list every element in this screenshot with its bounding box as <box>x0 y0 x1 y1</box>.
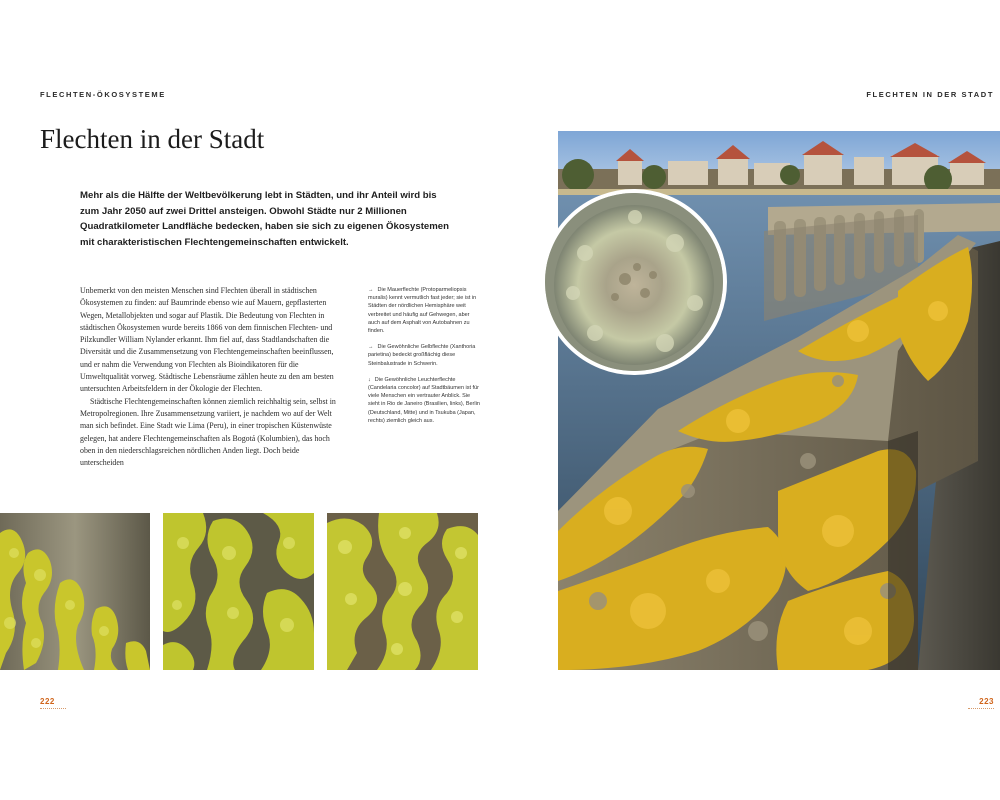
folio-dots-right <box>968 708 994 710</box>
lead-paragraph: Mehr als die Hälfte der Weltbevölkerung lebt in Städten, und ihr Anteil wird bis zum Jahr 2050 auf zwei Drittel ansteigen. Obwohl Städte nur 2 Millionen Quadratkilometer Landfläche bedecken, haben sie sich zu eigenen Ökosystemen mit charakteristischen Flechtengemeinschaften entwickelt. <box>80 190 449 248</box>
page-title: Flechten in der Stadt <box>40 124 265 154</box>
page-number-right: 223 <box>979 697 994 706</box>
body-text <box>80 285 342 469</box>
arrow-down-icon: ↓ <box>368 376 371 383</box>
caption-text: Die Gewöhnliche Gelbflechte (Xanthoria parietina) bedeckt großflächig diese Steinbalustrade in Schwerin. <box>368 344 476 367</box>
caption-text: Die Mauerflechte (Protoparmeliopsis muralis) kennt vermutlich fast jeder; sie ist in Städten der nördlichen Hemisphäre weit verbreitet und häufig auf Gehwegen, aber auch auf dem Asphalt von Autobahnen zu finden. <box>368 287 477 335</box>
caption-text: Die Gewöhnliche Leuchterflechte (Candelaria concolor) auf Stadtbäumen ist für viele Menschen ein vertrauter Anblick. Sie sieht in Rio de Janeiro (Brasilien, links), Berlin (Deutschland, Mitte) und in Tsukuba (Japan, rechts) ziemlich gleich aus. <box>368 376 480 424</box>
running-head-right: FLECHTEN IN DER STADT <box>866 90 994 99</box>
body-paragraph-2: Städtische Flechtengemeinschaften können ziemlich reichhaltig sein, selbst in Metropolregionen. Ihre Zusammensetzung variiert, je nachdem wo auf der Welt man sich befindet. Eine Stadt wie Lima (Peru), in einer tropischen Küstenwüste gelegen, hat andere Flechtengemeinschaften als Bogotá (Kolumbien), das hoch oben in den niederschlagsreichen nördlichen Anden liegt. Doch beide unterscheiden <box>80 396 336 468</box>
photo-lichen-berlin <box>163 513 314 670</box>
arrow-right-icon: → <box>368 344 374 351</box>
arrow-right-icon: → <box>368 287 374 293</box>
inset-mauerflechte-closeup <box>541 189 727 375</box>
caption-leuchterflechte <box>368 376 480 425</box>
running-head-left: FLECHTEN-ÖKOSYSTEME <box>40 90 166 99</box>
captions <box>368 286 480 433</box>
photo-lichen-rio <box>0 513 150 670</box>
folio-dots-left <box>40 708 66 710</box>
body-paragraph-1: Unbemerkt von den meisten Menschen sind Flechten überall in städtischen Ökosystemen zu finden: auf Baumrinde ebenso wie auf Mauern, gepflasterten Wegen, Metallobjekten und sogar auf Plastik. Die Bedeutung von Flechten in städtischen Ökosystemen wurde bereits 1866 von dem finnischen Flechten- und Pilzkundler William Nylander erkannt. Ihm fiel auf, dass Stadtlandschaften die Diversität und die Zusammensetzung von Flechtengemeinschaften beeinflussen, und er nahm die Verwendung von Flechten als Bioindikatoren für die Umweltqualität vorweg. Städtische Lebensräume zählen heute zu den am besten untersuchten Arbeitsfeldern in der Ökologie der Flechten. <box>80 286 334 394</box>
caption-mauerflechte <box>368 286 480 335</box>
page-number-left: 222 <box>40 697 55 706</box>
photo-lichen-tsukuba <box>327 513 478 670</box>
caption-gelbflechte <box>368 343 480 368</box>
